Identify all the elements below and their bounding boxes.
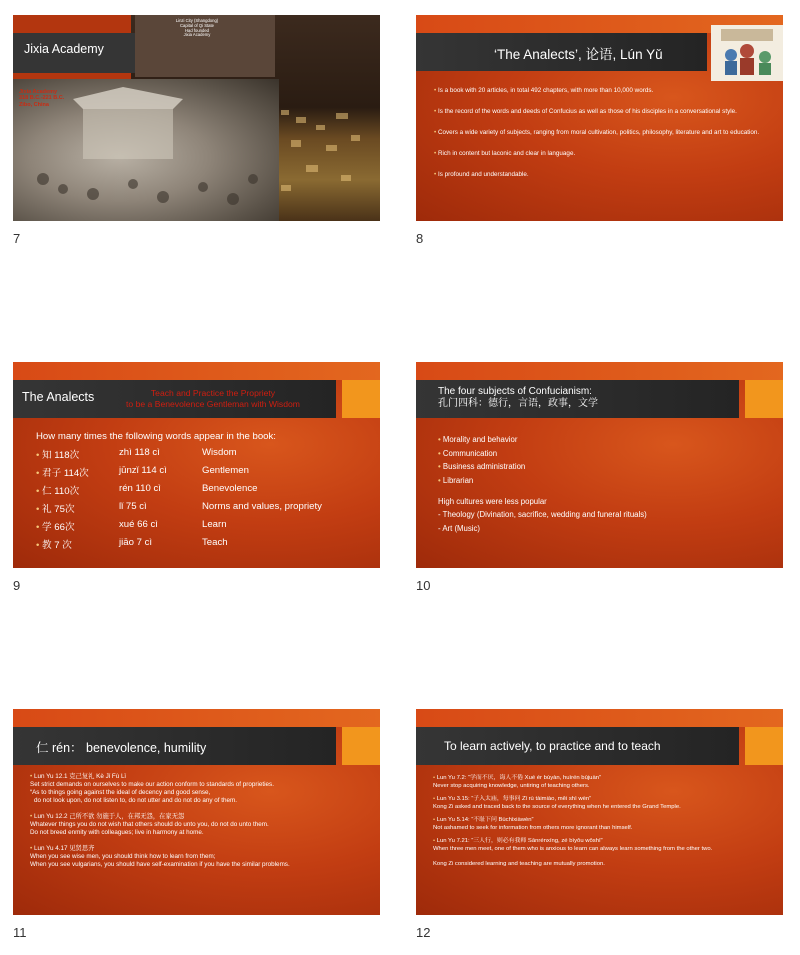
slide-number: 11	[13, 925, 27, 940]
zh-cell: 礼 75次	[42, 504, 75, 515]
bullet: • Rich in content but laconic and clear in language.	[434, 150, 764, 158]
table-row: • 学 66次 xué 66 cì Learn	[36, 519, 342, 537]
slide-body	[433, 775, 773, 869]
quote-line: Not ashamed to seek for information from others more ignorant than himself.	[433, 824, 633, 831]
quote-block: • Lun Yu 7.2: “学而不厌，诲人不倦 Xué ér bùyàn, huìrén bùjuàn” Never stop acquiring knowledge, untiring of teaching others.	[433, 775, 773, 790]
slide-9[interactable]	[13, 362, 380, 568]
slide-title	[438, 386, 598, 410]
quote-line: do not look upon, do not listen to, do not utter and do not do any of them.	[34, 797, 238, 805]
intro-text: How many times the following words appear in the book:	[36, 431, 276, 442]
meaning-cell: Gentlemen	[202, 465, 249, 476]
pinyin-cell: jūnzǐ 114 cì	[119, 465, 167, 476]
slide-title: To learn actively, to practice and to teach	[444, 739, 661, 753]
bullet: • Is the record of the words and deeds of Confucius as well as those of his disciples in a conversational style.	[434, 108, 764, 116]
zh-cell: 学 66次	[42, 522, 75, 533]
bullet: • Covers a wide variety of subjects, ranging from moral cultivation, politics, philosophy, literature and art to education.	[434, 129, 764, 137]
quote-block: • Lun Yu 3.15: “子入太庙，每事问 Zǐ rù tàimiào, měi shì wèn” Kong Zi asked and traced back to the source of everything when he entered the Grand Temple.	[433, 796, 773, 811]
bullet: • Business administration	[438, 460, 768, 474]
slide-number: 10	[416, 578, 431, 593]
quote-line: When three men meet, one of them who is anxious to learn can always learn something from the other two.	[433, 845, 713, 852]
quote-block: • Lun Yu 12.1 克己复礼 Kè Jǐ Fù Lǐ Set strict demands on ourselves to make our action conform to standards of proprieties. “As to things going against the ideal of decency and good sense, do not look upon, do not listen to, do not utter and do not do any of them.	[30, 773, 370, 805]
map-panel	[135, 15, 275, 77]
slide-8[interactable]	[416, 15, 783, 221]
quote-head: Lun Yu 12.1 克己复礼 Kè Jǐ Fù Lǐ	[33, 773, 126, 780]
slide-number: 12	[416, 925, 431, 940]
subtitle-line: Teach and Practice the Propriety	[150, 388, 276, 398]
quote-head: Lun Yu 7.2: “学而不厌，诲人不倦 Xué ér bùyàn, huìrén bùjuàn”	[436, 775, 601, 781]
accent-block	[745, 727, 783, 765]
slide-number: 9	[13, 578, 21, 593]
map-line: Capital of Qi State	[180, 22, 214, 28]
quote-head: Lun Yu 4.17 见贤思齐	[33, 845, 95, 853]
caption-line: Zibo, China	[19, 101, 49, 108]
table-row: • 仁 110次 rén 110 cì Benevolence	[36, 483, 342, 501]
slide-10[interactable]	[416, 362, 783, 568]
zh-cell: 君子 114次	[42, 468, 89, 479]
table-row: • 君子 114次 jūnzǐ 114 cì Gentlemen	[36, 465, 342, 483]
slide-number: 8	[416, 231, 424, 246]
meaning-cell: Teach	[202, 537, 228, 548]
meaning-cell: Wisdom	[202, 447, 237, 458]
paragraph: High cultures were less popular	[438, 496, 547, 506]
table-row: • 知 118次 zhì 118 cì Wisdom	[36, 447, 342, 465]
bullet: • Librarian	[438, 474, 768, 488]
bullet: • Is a book with 20 articles, in total 492 chapters, with more than 10,000 words.	[434, 87, 764, 95]
bullet: • Is profound and understandable.	[434, 171, 764, 179]
quote-block: • Lun Yu 12.2 己所不欲 勿施于人，在邦无怨，在家无怨 Whatever things you do not wish that others should do unto you, do not do unto them. Do not breed enmity with colleagues; live in harmony at home.	[30, 813, 370, 837]
quote-line: Do not breed enmity with colleagues; live in harmony at home.	[30, 829, 204, 837]
table-row: • 教 7 次 jiāo 7 cì Teach	[36, 537, 342, 555]
meaning-cell: Learn	[202, 519, 227, 530]
slide-title: Jixia Academy	[24, 42, 104, 56]
quote-line: Kong Zi asked and traced back to the source of everything when he entered the Grand Temple.	[433, 803, 681, 810]
accent-block	[342, 380, 380, 418]
subtitle-line: to be a Benevolence Gentleman with Wisdom	[126, 398, 300, 409]
quote-block: • Lun Yu 4.17 见贤思齐 When you see wise men, you should think how to learn from them; When you see vulgarians, you should have self-examination if you have the similar problems.	[30, 845, 370, 869]
paragraph: - Art (Music)	[438, 523, 481, 533]
paragraph: - Theology (Divination, sacrifice, wedding and funeral rituals)	[438, 510, 647, 520]
caption-line: 318 B.C.-221 B.C.	[19, 95, 65, 102]
top-band	[13, 709, 380, 727]
map-line: Had founded	[185, 27, 209, 33]
slide-title: 仁 rén： benevolence, humility	[36, 741, 207, 755]
slide-body	[30, 773, 370, 869]
pinyin-cell: xué 66 cì	[119, 519, 158, 530]
quote-block: • Lun Yu 5.14: “不耻下问 Bùchǐxiàwèn” Not ashamed to seek for information from others more ignorant than himself.	[433, 817, 773, 832]
academy-painting	[13, 79, 279, 221]
slide-number: 7	[13, 231, 21, 246]
pinyin-cell: jiāo 7 cì	[119, 537, 153, 548]
meaning-cell: Benevolence	[202, 483, 258, 494]
quote-line: When you see vulgarians, you should have self-examination if you have the similar problems.	[30, 861, 290, 869]
quote-head: Lun Yu 3.15: “子入太庙，每事问 Zǐ rù tàimiào, měi shì wèn”	[436, 796, 592, 803]
bullet: • Communication	[438, 447, 768, 461]
accent-block	[745, 380, 783, 418]
quote-line: Never stop acquiring knowledge, untiring of teaching others.	[433, 782, 590, 789]
pinyin-cell: zhì 118 cì	[119, 447, 160, 458]
zh-cell: 仁 110次	[42, 486, 80, 497]
quote-line: Whatever things you do not wish that others should do unto you, do not do unto them.	[30, 821, 269, 829]
table-row: • 礼 75次 lǐ 75 cì Norms and values, propriety	[36, 501, 342, 519]
slide-12[interactable]	[416, 709, 783, 915]
map-line: Linzi City (Shangdong)	[175, 18, 219, 23]
quote-head: Lun Yu 5.14: “不耻下问 Bùchǐxiàwèn”	[436, 817, 534, 824]
word-table	[36, 447, 342, 555]
pinyin-cell: rén 110 cì	[119, 483, 161, 494]
title-line: 孔门四科：德行，言语，政事，文学	[438, 398, 598, 409]
quote-head: Lun Yu 7.21: “三人行，则必有我师 Sānrénxíng, zé bìyǒu wǒshī”	[436, 838, 603, 845]
slide-title: The Analects	[22, 390, 95, 404]
quote-head: Lun Yu 12.2 己所不欲 勿施于人，在邦无怨，在家无怨	[33, 813, 185, 821]
closing-line: Kong Zi considered learning and teaching are mutually promotion.	[433, 861, 605, 868]
slide-11[interactable]	[13, 709, 380, 915]
quote-line: When you see wise men, you should think how to learn from them;	[30, 853, 216, 861]
slide-bullets	[434, 87, 764, 179]
pinyin-cell: lǐ 75 cì	[119, 501, 147, 512]
quote-line: Set strict demands on ourselves to make our action conform to standards of proprieties.	[30, 781, 274, 789]
zh-cell: 教 7 次	[42, 540, 72, 551]
meaning-cell: Norms and values, propriety	[202, 501, 322, 512]
slide-body	[438, 433, 768, 535]
confucius-illustration	[711, 25, 783, 81]
accent-block	[342, 727, 380, 765]
top-band	[416, 362, 783, 380]
quote-block: • Lun Yu 7.21: “三人行，则必有我师 Sānrénxíng, zé bìyǒu wǒshī” When three men meet, one of them who is anxious to learn can always learn something from the other two.	[433, 838, 773, 853]
zh-cell: 知 118次	[42, 450, 80, 461]
top-band	[416, 709, 783, 727]
title-line: The four subjects of Confucianism:	[438, 386, 592, 397]
bullet: • Morality and behavior	[438, 433, 768, 447]
slide-subtitle	[97, 388, 329, 409]
slide-7[interactable]	[13, 15, 380, 221]
slide-title: ‘The Analects’, 论语, Lún Yǔ	[494, 47, 663, 62]
top-band	[13, 362, 380, 380]
quote-line: “As to things going against the ideal of decency and good sense,	[30, 789, 211, 797]
map-line: Jixia Academy	[183, 32, 211, 38]
caption-line: Jixia Academy	[19, 89, 58, 95]
